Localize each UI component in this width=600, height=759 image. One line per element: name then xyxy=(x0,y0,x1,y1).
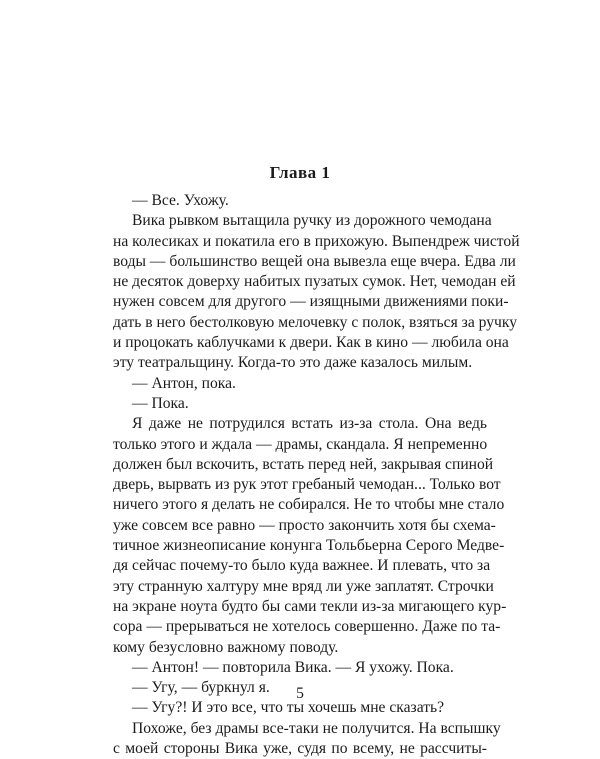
chapter-title: Глава 1 xyxy=(269,163,331,182)
text-line: нужен совсем для другого — изящными движениями поки- xyxy=(113,293,509,311)
text-line: ничего этого я делать не собирался. Не то чтобы мне стало xyxy=(113,496,505,514)
text-line: эту театральщину. Когда-то это даже казалось милым. xyxy=(113,354,473,372)
text-line: — Антон! — повторила Вика. — Я ухожу. Пока. xyxy=(132,658,454,676)
text-line: только этого и ждала — драмы, скандала. Я непременно xyxy=(113,435,488,453)
text-line: эту странную халтуру мне вряд ли уже заплатят. Строчки xyxy=(113,577,494,595)
text-line: — Все. Ухожу. xyxy=(132,192,229,209)
text-line: должен был вскочить, встать перед ней, закрывая спиной xyxy=(113,455,494,473)
text-line: Я даже не потрудился встать из-за стола. Она ведь xyxy=(132,415,487,433)
text-line: уже совсем все равно — просто закончить хотя бы схема- xyxy=(113,516,496,534)
text-line: на колесиках и покатила его в прихожую. Выпендреж чистой xyxy=(113,232,520,250)
text-line: кому безусловно важному поводу. xyxy=(113,638,339,656)
text-line: Вика рывком вытащила ручку из дорожного чемодана xyxy=(132,212,492,230)
page-number: 5 xyxy=(296,685,304,702)
text-line: не десяток доверху набитых пузатых сумок. Нет, чемодан ей xyxy=(113,273,516,291)
text-line: дверь, вырвать из рук этот гребаный чемодан... Только вот xyxy=(113,476,501,494)
text-line: дать в него бестолковую мелочевку с полок, взяться за ручку xyxy=(113,313,518,331)
text-line: на экране ноута будто бы сами текли из-за мигающего кур- xyxy=(113,597,507,615)
text-line: дя сейчас почему-то было куда важнее. И плевать, что за xyxy=(113,557,491,575)
text-line: — Угу?! И это все, что ты хочешь мне сказать? xyxy=(132,699,445,717)
body-text xyxy=(113,191,520,759)
text-line: тичное жизнеописание конунга Тольбьерна Серого Медве- xyxy=(113,537,505,555)
text-line: воды — большинство вещей она вывезла еще вчера. Едва ли xyxy=(113,252,516,270)
text-line: сора — прерываться не хотелось совершенно. Даже по та- xyxy=(113,618,501,636)
text-line: — Угу, — буркнул я. xyxy=(132,679,270,697)
text-line: Похоже, без драмы все-таки не получится. На вспышку xyxy=(132,719,501,737)
text-line: — Пока. xyxy=(132,394,189,412)
text-line: с моей стороны Вика уже, судя по всему, не рассчиты- xyxy=(113,740,487,758)
text-line: — Антон, пока. xyxy=(132,374,236,392)
text-line: и процокать каблучками к двери. Как в кино — любила она xyxy=(113,334,509,352)
